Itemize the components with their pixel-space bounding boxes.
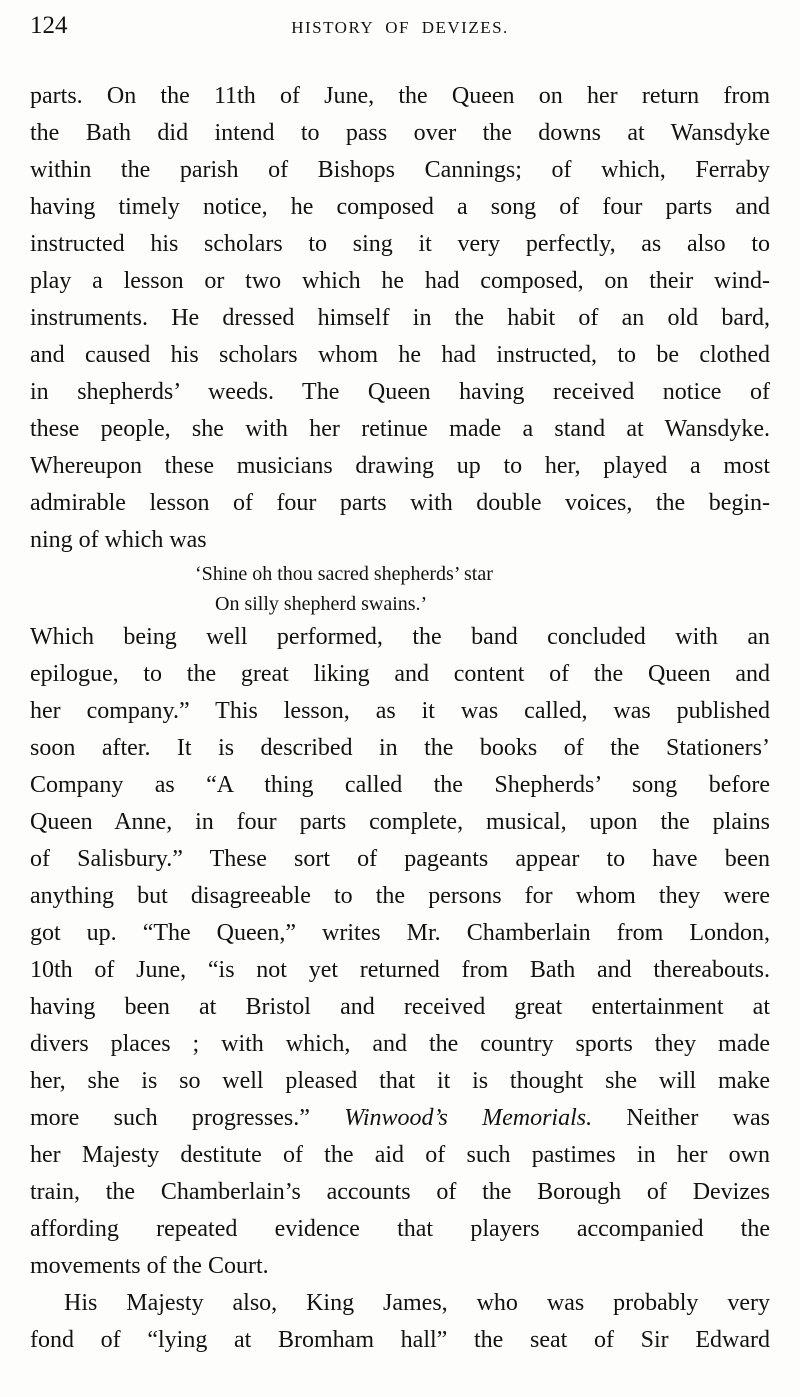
text-line: her company.” This lesson, as it was called, was published bbox=[30, 698, 770, 724]
text-line: divers places ; with which, and the country sports they made bbox=[30, 1031, 770, 1057]
page-header bbox=[30, 12, 770, 46]
text-line: of Salisbury.” These sort of pageants appear to have been bbox=[30, 846, 770, 872]
text-line: soon after. It is described in the books of the Stationers’ bbox=[30, 735, 770, 761]
text-line: movements of the Court. bbox=[30, 1253, 269, 1279]
text-line: train, the Chamberlain’s accounts of the Borough of Devizes bbox=[30, 1179, 770, 1205]
verse-line: On silly shepherd swains.’ bbox=[215, 593, 428, 615]
text-line: play a lesson or two which he had composed, on their wind- bbox=[30, 268, 770, 294]
text-line: parts. On the 11th of June, the Queen on her return from bbox=[30, 83, 770, 109]
running-header-title: HISTORY OF DEVIZES. bbox=[291, 18, 509, 37]
text-line: instructed his scholars to sing it very perfectly, as also to bbox=[30, 231, 770, 257]
text-line: having timely notice, he composed a song of four parts and bbox=[30, 194, 770, 220]
text-line: anything but disagreeable to the persons for whom they were bbox=[30, 883, 770, 909]
verse-line: ‘Shine oh thou sacred shepherds’ star bbox=[195, 563, 493, 585]
text-line: having been at Bristol and received great entertainment at bbox=[30, 994, 770, 1020]
text-line: the Bath did intend to pass over the downs at Wansdyke bbox=[30, 120, 770, 146]
text-line: admirable lesson of four parts with double voices, the begin- bbox=[30, 490, 770, 516]
text-line: got up. “The Queen,” writes Mr. Chamberlain from London, bbox=[30, 920, 770, 946]
citation-italic-text: Winwood’s Memorials. bbox=[344, 1105, 593, 1131]
citation-pre-text: more such progresses.” bbox=[30, 1105, 310, 1131]
text-line: affording repeated evidence that players accompanied the bbox=[30, 1216, 770, 1242]
text-line: her, she is so well pleased that it is thought she will make bbox=[30, 1068, 770, 1094]
text-line: in shepherds’ weeds. The Queen having received notice of bbox=[30, 379, 770, 405]
text-line: ning of which was bbox=[30, 527, 207, 553]
text-line: these people, she with her retinue made a stand at Wansdyke. bbox=[30, 416, 770, 442]
text-line: instruments. He dressed himself in the habit of an old bard, bbox=[30, 305, 770, 331]
text-line: epilogue, to the great liking and content of the Queen and bbox=[30, 661, 770, 687]
text-line-paragraph-start: His Majesty also, King James, who was probably very bbox=[64, 1290, 770, 1316]
text-line: and caused his scholars whom he had instructed, to be clothed bbox=[30, 342, 770, 368]
text-line: Whereupon these musicians drawing up to her, played a most bbox=[30, 453, 770, 479]
verse-quotation bbox=[195, 559, 770, 619]
text-line: 10th of June, “is not yet returned from Bath and thereabouts. bbox=[30, 957, 770, 983]
text-line: fond of “lying at Bromham hall” the seat of Sir Edward bbox=[30, 1327, 770, 1353]
text-line: Company as “A thing called the Shepherds’ song before bbox=[30, 772, 770, 798]
text-line: Which being well performed, the band concluded with an bbox=[30, 624, 770, 650]
page-body-text bbox=[30, 78, 770, 1359]
citation-post-text: Neither was bbox=[626, 1105, 770, 1131]
text-line: within the parish of Bishops Cannings; of which, Ferraby bbox=[30, 157, 770, 183]
page-number: 124 bbox=[30, 12, 68, 39]
text-line-with-citation bbox=[30, 1100, 770, 1137]
text-line: Queen Anne, in four parts complete, musical, upon the plains bbox=[30, 809, 770, 835]
text-line: her Majesty destitute of the aid of such pastimes in her own bbox=[30, 1142, 770, 1168]
